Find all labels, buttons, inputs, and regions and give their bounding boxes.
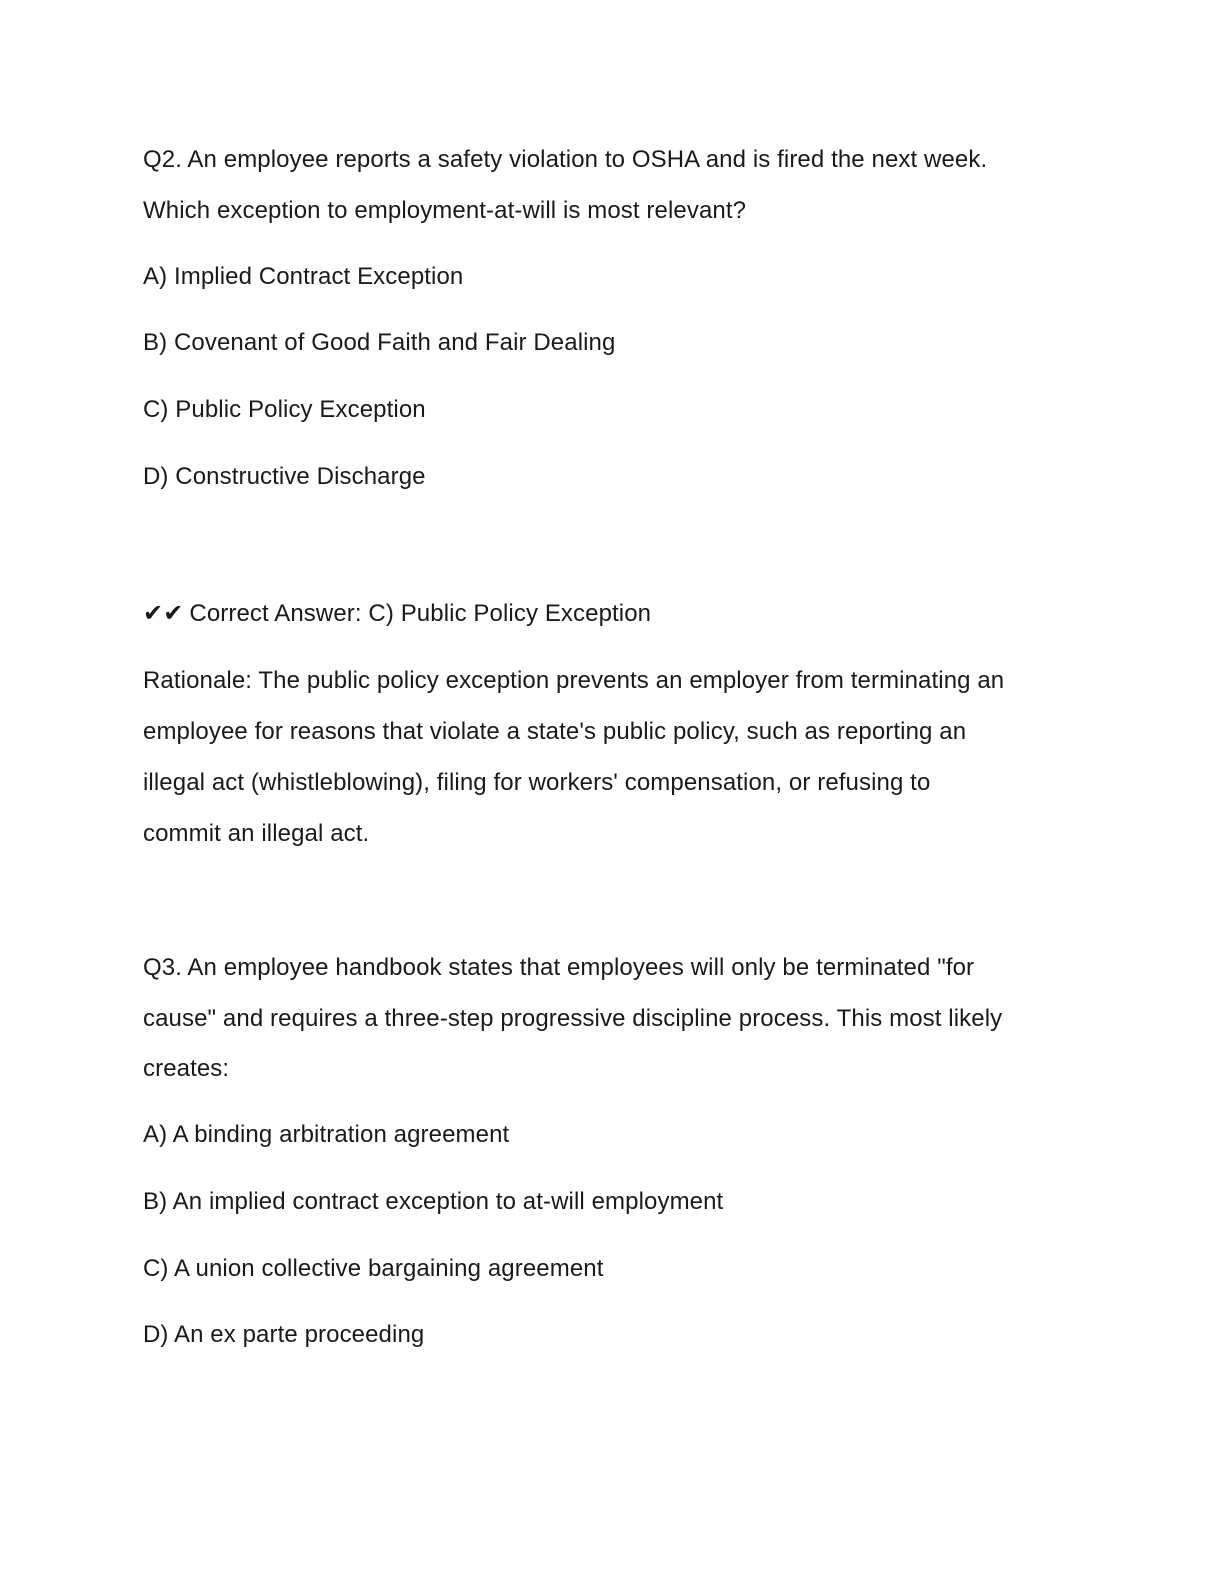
q2-correct-answer: [143, 598, 651, 629]
q2-option-d: D) Constructive Discharge: [143, 463, 426, 490]
q3-option-b: B) An implied contract exception to at-will employment: [143, 1188, 724, 1215]
q2-rationale-line-2: employee for reasons that violate a state's public policy, such as reporting an: [143, 718, 967, 745]
document-page: [143, 0, 1083, 1584]
q2-option-a: A) Implied Contract Exception: [143, 263, 464, 290]
q3-option-d: D) An ex parte proceeding: [143, 1321, 425, 1348]
q3-question-line-1: Q3. An employee handbook states that employees will only be terminated "for: [143, 954, 975, 981]
q3-question-line-2: cause" and requires a three-step progressive discipline process. This most likely: [143, 1005, 1003, 1032]
q2-answer-text: Correct Answer: C) Public Policy Exception: [189, 600, 652, 627]
q3-question-line-3: creates:: [143, 1055, 230, 1082]
q2-question-line-1: Q2. An employee reports a safety violation to OSHA and is fired the next week.: [143, 146, 988, 173]
q3-option-a: A) A binding arbitration agreement: [143, 1121, 510, 1148]
q2-rationale-line-3: illegal act (whistleblowing), filing for workers' compensation, or refusing to: [143, 769, 931, 796]
q2-question-line-2: Which exception to employment-at-will is most relevant?: [143, 197, 747, 224]
q2-option-c: C) Public Policy Exception: [143, 396, 426, 423]
q2-rationale-line-1: Rationale: The public policy exception prevents an employer from terminating an: [143, 667, 1005, 694]
q2-rationale-line-4: commit an illegal act.: [143, 820, 370, 847]
q2-option-b: B) Covenant of Good Faith and Fair Dealing: [143, 329, 616, 356]
q3-option-c: C) A union collective bargaining agreement: [143, 1255, 604, 1282]
double-check-icon: ✔✔: [143, 599, 184, 627]
